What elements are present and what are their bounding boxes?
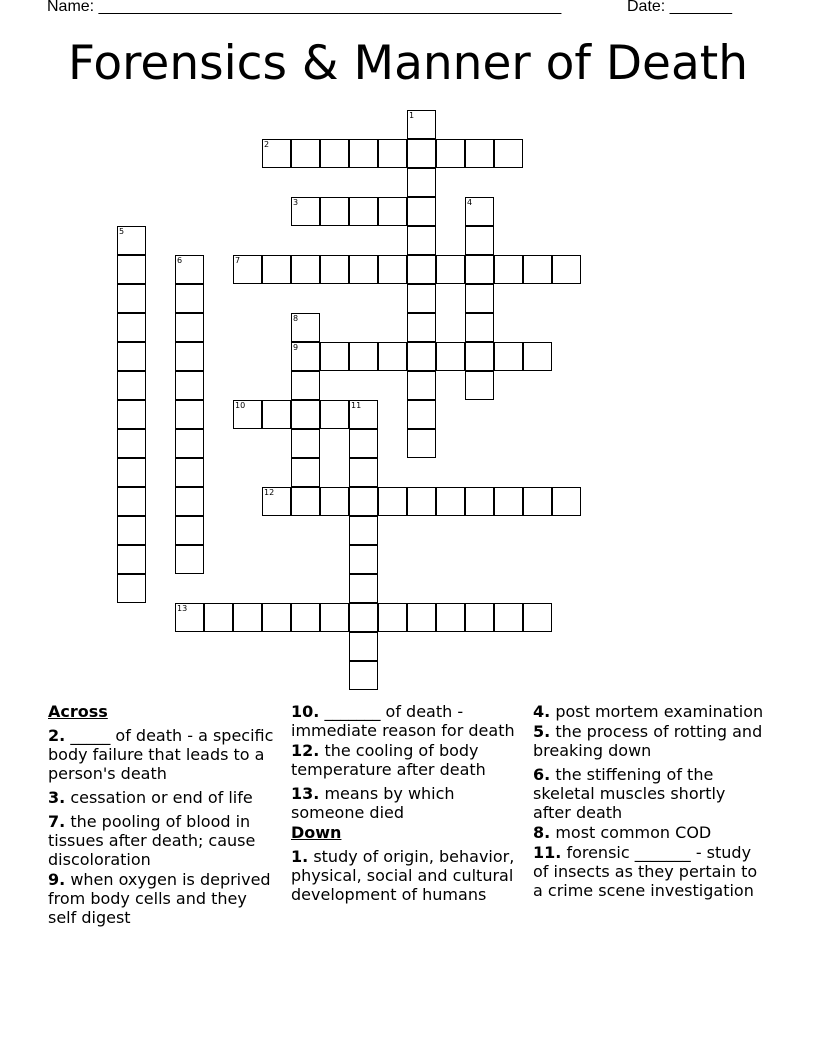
grid-cell[interactable] [175,429,204,458]
grid-cell[interactable] [378,342,407,371]
clue-number: 2. [48,726,66,745]
grid-cell[interactable] [407,400,436,429]
grid-cell[interactable] [175,458,204,487]
grid-cell[interactable] [233,255,262,284]
clue-text: most common COD [555,823,712,842]
name-field[interactable]: Name: ____________________________________________________ [47,0,562,15]
clue-text: _______ of death - immediate reason for death [291,702,515,740]
clue-number: 5. [533,722,551,741]
grid-cell[interactable] [407,487,436,516]
cell-number: 8 [293,314,299,323]
grid-cell[interactable] [349,603,378,632]
clue-number: 4. [533,702,551,721]
grid-cell[interactable] [436,139,465,168]
grid-cell[interactable] [262,487,291,516]
grid-cell[interactable] [378,603,407,632]
grid-cell[interactable] [552,255,581,284]
grid-cell[interactable] [494,603,523,632]
clue-column-1 [48,702,276,927]
grid-cell[interactable] [407,226,436,255]
grid-cell[interactable] [436,255,465,284]
grid-cell[interactable] [117,458,146,487]
grid-cell[interactable] [320,603,349,632]
date-field[interactable]: Date: _______ [627,0,732,15]
clue-down-6 [533,765,765,822]
grid-cell[interactable] [465,284,494,313]
grid-cell[interactable] [175,342,204,371]
clue-down-1 [291,847,523,904]
grid-cell[interactable] [349,255,378,284]
grid-cell[interactable] [320,487,349,516]
grid-cell[interactable] [204,603,233,632]
clue-text: _____ of death - a specific body failure that leads to a person's death [48,726,274,783]
grid-cell[interactable] [349,458,378,487]
grid-cell[interactable] [320,342,349,371]
grid-cell[interactable] [291,255,320,284]
grid-cell[interactable] [117,429,146,458]
grid-cell[interactable] [494,487,523,516]
grid-cell[interactable] [291,342,320,371]
clue-text: means by which someone died [291,784,455,822]
grid-cell[interactable] [407,429,436,458]
cell-number: 12 [264,488,275,497]
grid-cell[interactable] [175,284,204,313]
cell-number: 11 [351,401,362,410]
grid-cell[interactable] [465,139,494,168]
across-heading: Across [48,702,108,721]
grid-cell[interactable] [465,371,494,400]
clue-across-3 [48,788,276,807]
clue-across-10 [291,702,523,740]
cell-number: 13 [177,604,188,613]
clue-number: 10. [291,702,320,721]
clue-text: the pooling of blood in tissues after death; cause discoloration [48,812,256,869]
down-heading: Down [291,823,342,842]
grid-cell[interactable] [175,516,204,545]
grid-cell[interactable] [349,139,378,168]
grid-cell[interactable] [175,545,204,574]
clue-number: 7. [48,812,66,831]
grid-cell[interactable] [436,603,465,632]
grid-cell[interactable] [378,255,407,284]
clue-column-3 [533,702,765,900]
clue-number: 12. [291,741,320,760]
grid-cell[interactable] [378,197,407,226]
clue-number: 3. [48,788,66,807]
grid-cell[interactable] [552,487,581,516]
clue-number: 6. [533,765,551,784]
cell-number: 2 [264,140,270,149]
grid-cell[interactable] [117,371,146,400]
grid-cell[interactable] [291,458,320,487]
grid-cell[interactable] [349,516,378,545]
grid-cell[interactable] [117,545,146,574]
clue-number: 11. [533,843,562,862]
grid-cell[interactable] [117,487,146,516]
grid-cell[interactable] [117,342,146,371]
grid-cell[interactable] [320,139,349,168]
grid-cell[interactable] [349,197,378,226]
clue-down-11 [533,843,765,900]
grid-cell[interactable] [291,139,320,168]
clue-down-8 [533,823,765,842]
cell-number: 9 [293,343,299,352]
grid-cell[interactable] [465,226,494,255]
grid-cell[interactable] [349,429,378,458]
clue-text: post mortem examination [555,702,764,721]
grid-cell[interactable] [465,487,494,516]
clue-number: 8. [533,823,551,842]
clue-across-12 [291,741,523,779]
grid-cell[interactable] [349,400,378,429]
clue-text: study of origin, behavior, physical, social and cultural development of humans [291,847,515,904]
clue-down-4 [533,702,765,721]
grid-cell[interactable] [407,313,436,342]
grid-cell[interactable] [291,429,320,458]
clue-number: 9. [48,870,66,889]
clue-text: the stiffening of the skeletal muscles shortly after death [533,765,726,822]
grid-cell[interactable] [349,545,378,574]
grid-cell[interactable] [407,603,436,632]
grid-cell[interactable] [523,342,552,371]
grid-cell[interactable] [465,603,494,632]
grid-cell[interactable] [233,400,262,429]
grid-cell[interactable] [175,400,204,429]
cell-number: 1 [409,111,415,120]
cell-number: 4 [467,198,473,207]
cell-number: 5 [119,227,125,236]
clue-column-2 [291,702,523,904]
grid-cell[interactable] [378,139,407,168]
grid-cell[interactable] [262,400,291,429]
cell-number: 10 [235,401,246,410]
cell-number: 7 [235,256,241,265]
cell-number: 3 [293,198,299,207]
clue-across-2 [48,726,276,783]
clue-text: cessation or end of life [70,788,253,807]
grid-cell[interactable] [494,342,523,371]
grid-cell[interactable] [349,342,378,371]
grid-cell[interactable] [436,342,465,371]
grid-cell[interactable] [320,197,349,226]
grid-cell[interactable] [465,342,494,371]
clue-number: 1. [291,847,309,866]
grid-cell[interactable] [407,371,436,400]
grid-cell[interactable] [233,603,262,632]
grid-cell[interactable] [291,313,320,342]
grid-cell[interactable] [465,313,494,342]
grid-cell[interactable] [320,400,349,429]
grid-cell[interactable] [378,487,407,516]
grid-cell[interactable] [523,487,552,516]
grid-cell[interactable] [291,487,320,516]
clue-across-13 [291,784,523,822]
grid-cell[interactable] [262,603,291,632]
grid-cell[interactable] [407,139,436,168]
grid-cell[interactable] [436,487,465,516]
grid-cell[interactable] [117,574,146,603]
grid-cell[interactable] [320,255,349,284]
grid-cell[interactable] [175,487,204,516]
puzzle-title: Forensics & Manner of Death [68,36,748,91]
grid-cell[interactable] [349,574,378,603]
grid-cell[interactable] [117,255,146,284]
grid-cell[interactable] [523,255,552,284]
clue-text: the cooling of body temperature after death [291,741,486,779]
grid-cell[interactable] [175,313,204,342]
grid-cell[interactable] [291,197,320,226]
grid-cell[interactable] [117,400,146,429]
grid-cell[interactable] [291,400,320,429]
cell-number: 6 [177,256,183,265]
grid-cell[interactable] [117,516,146,545]
clue-text: when oxygen is deprived from body cells and they self digest [48,870,271,927]
grid-cell[interactable] [117,226,146,255]
grid-cell[interactable] [465,197,494,226]
clue-across-9 [48,870,276,927]
clue-text: forensic _______ - study of insects as they pertain to a crime scene investigation [533,843,758,900]
grid-cell[interactable] [523,603,552,632]
grid-cell[interactable] [175,603,204,632]
grid-cell[interactable] [175,371,204,400]
clue-number: 13. [291,784,320,803]
grid-cell[interactable] [262,255,291,284]
clue-text: the process of rotting and breaking down [533,722,763,760]
grid-cell[interactable] [175,255,204,284]
grid-cell[interactable] [407,168,436,197]
grid-cell[interactable] [349,632,378,661]
grid-cell[interactable] [494,139,523,168]
grid-cell[interactable] [291,371,320,400]
grid-cell[interactable] [407,197,436,226]
grid-cell[interactable] [349,487,378,516]
clue-across-7 [48,812,276,869]
grid-cell[interactable] [407,342,436,371]
grid-cell[interactable] [117,313,146,342]
clue-down-5 [533,722,765,760]
grid-cell[interactable] [407,284,436,313]
grid-cell[interactable] [494,255,523,284]
grid-cell[interactable] [262,139,291,168]
grid-cell[interactable] [349,661,378,690]
grid-cell[interactable] [291,603,320,632]
grid-cell[interactable] [407,110,436,139]
grid-cell[interactable] [117,284,146,313]
grid-cell[interactable] [465,255,494,284]
grid-cell[interactable] [407,255,436,284]
